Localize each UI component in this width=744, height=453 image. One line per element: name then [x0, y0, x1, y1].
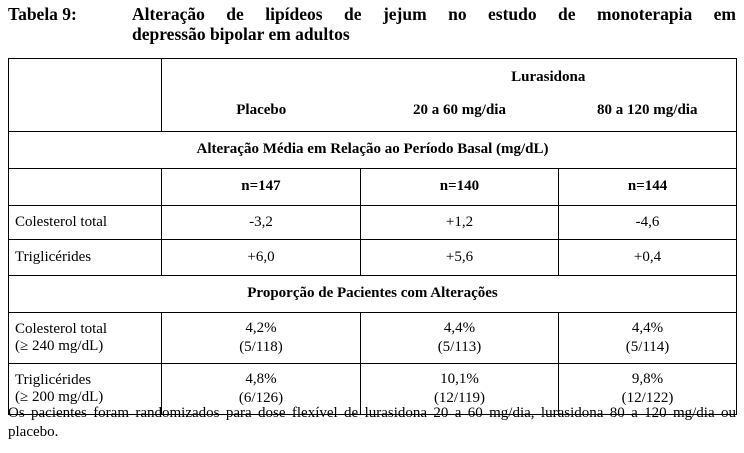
- n-placebo: n=147: [162, 168, 361, 205]
- section2-title: Proporção de Pacientes com Alterações: [9, 275, 737, 312]
- section2-title-row: [9, 275, 737, 312]
- lipid-table: [8, 58, 737, 415]
- caption-line-1: Alteração de lipídeos de jejum no estudo de monoterapia em: [132, 4, 736, 24]
- row-label: Colesterol total: [9, 205, 162, 239]
- header-group-lurasidona: Lurasidona: [361, 59, 737, 91]
- table-row: [9, 239, 737, 275]
- caption-line-2: depressão bipolar em adultos: [132, 24, 350, 44]
- cell-low-dose: +1,2: [361, 205, 559, 239]
- header-col-placebo: Placebo: [162, 91, 361, 132]
- table-row: [9, 312, 737, 363]
- row-label: [9, 312, 162, 363]
- section1-title: Alteração Média em Relação ao Período Basal (mg/dL): [9, 131, 737, 168]
- cell-percent: 4,4%: [443, 319, 476, 336]
- n-high-dose: n=144: [559, 168, 737, 205]
- row-label-threshold: (≥ 200 mg/dL): [15, 388, 104, 405]
- n-empty-cell: [9, 168, 162, 205]
- cell-percent: 4,2%: [245, 319, 277, 336]
- cell-low-dose: +5,6: [361, 239, 559, 275]
- header-col-high-dose: 80 a 120 mg/dia: [559, 91, 737, 132]
- header-group-row: [9, 59, 737, 91]
- cell-count: (6/126): [238, 389, 284, 406]
- section1-title-row: [9, 131, 737, 168]
- header-group-spacer: [162, 59, 361, 91]
- cell-count: (5/113): [437, 338, 482, 355]
- cell-count: (5/118): [239, 338, 283, 355]
- header-empty-cell: [9, 59, 162, 132]
- table-row: [9, 205, 737, 239]
- cell-high-dose: [559, 312, 737, 363]
- cell-count: (12/122): [621, 389, 674, 406]
- row-label-main: Triglicérides: [15, 371, 92, 388]
- cell-count: (12/119): [433, 389, 486, 406]
- caption-label: Tabela 9:: [8, 4, 77, 24]
- caption-text: [132, 4, 736, 44]
- row-label-threshold: (≥ 240 mg/dL): [15, 337, 104, 354]
- cell-placebo: -3,2: [162, 205, 361, 239]
- cell-high-dose: -4,6: [559, 205, 737, 239]
- cell-percent: 4,8%: [245, 370, 277, 387]
- header-col-low-dose: 20 a 60 mg/dia: [361, 91, 559, 132]
- cell-percent: 10,1%: [440, 370, 479, 387]
- cell-high-dose: +0,4: [559, 239, 737, 275]
- cell-percent: 4,4%: [631, 319, 664, 336]
- cell-placebo: [162, 312, 361, 363]
- cell-placebo: +6,0: [162, 239, 361, 275]
- n-low-dose: n=140: [361, 168, 559, 205]
- row-label-main: Colesterol total: [15, 320, 108, 337]
- row-label: Triglicérides: [9, 239, 162, 275]
- table-footnote: Os pacientes foram randomizados para dose flexível de lurasidona 20 a 60 mg/dia, lurasidona 80 a 120 mg/dia ou placebo.: [8, 405, 736, 440]
- cell-low-dose: [361, 312, 559, 363]
- section1-n-row: [9, 168, 737, 205]
- cell-percent: 9,8%: [631, 370, 664, 387]
- cell-count: (5/114): [625, 338, 670, 355]
